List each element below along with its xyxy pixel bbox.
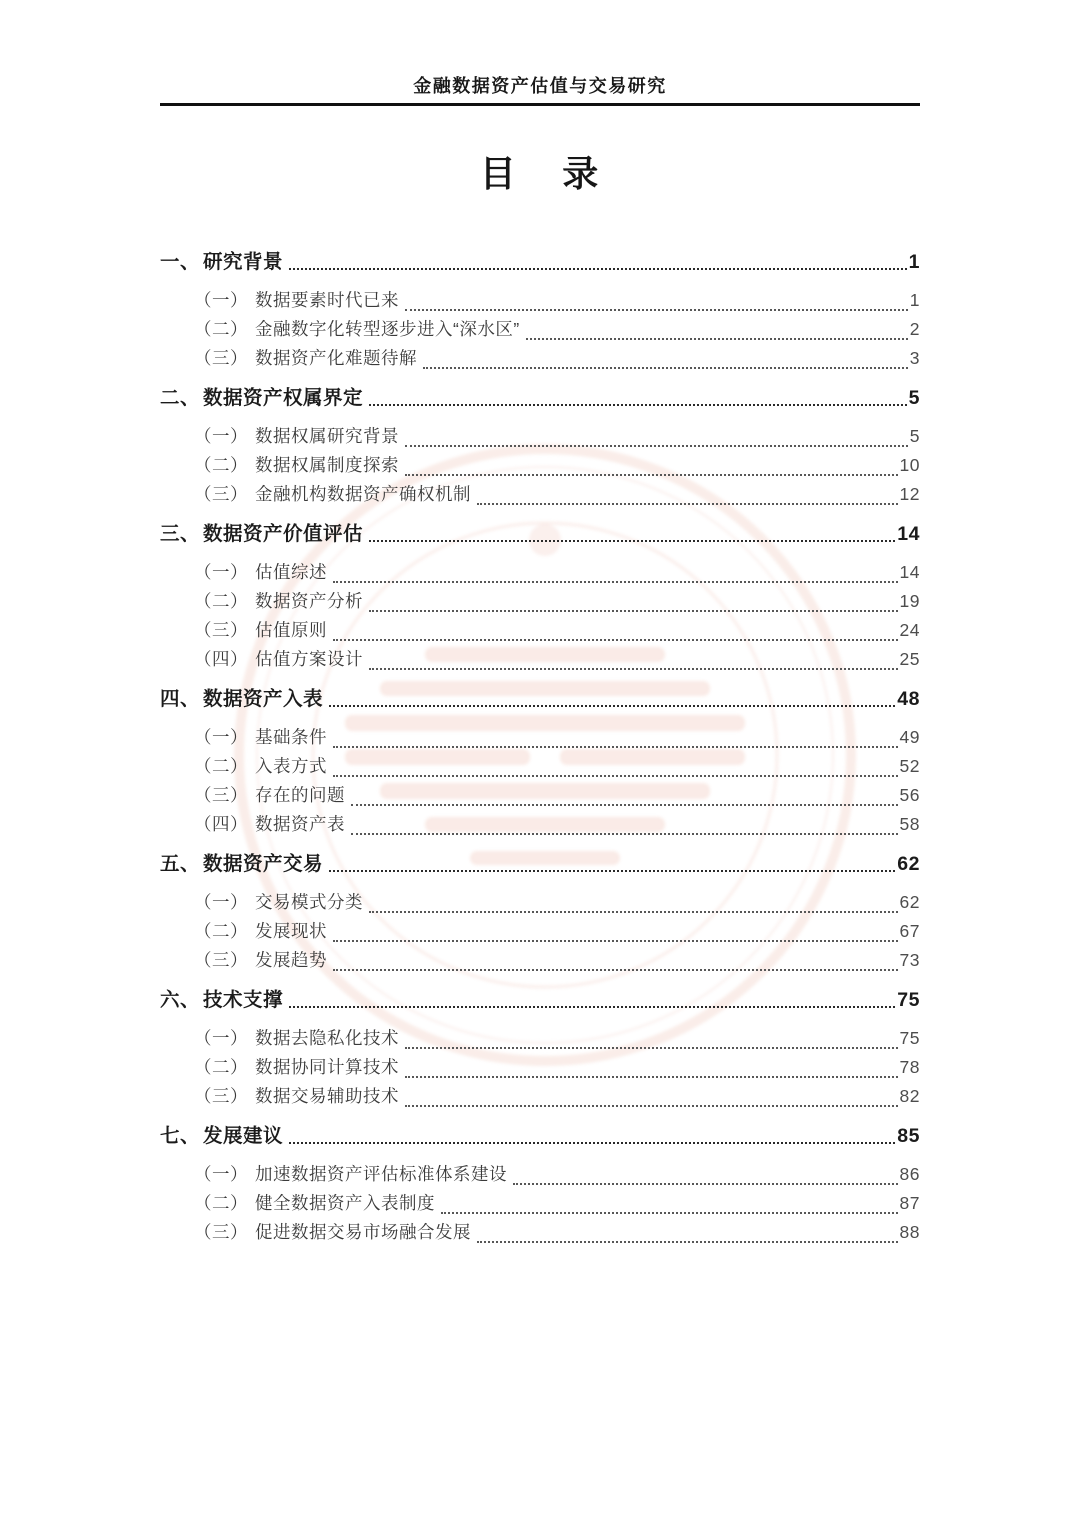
- toc-entry-label: 估值综述: [255, 562, 327, 582]
- toc-entry-number: 四、: [160, 688, 201, 710]
- toc-section: [160, 385, 920, 509]
- toc-section: [160, 987, 920, 1111]
- toc-entry-page: 2: [909, 319, 920, 339]
- toc-entry-number: （二）: [194, 756, 248, 776]
- toc-item-row: [160, 315, 920, 344]
- toc-entry-page: 49: [899, 727, 920, 747]
- toc-section: [160, 249, 920, 373]
- toc-entry-label: 数据资产化难题待解: [255, 348, 417, 368]
- toc-entry-page: 48: [897, 688, 920, 710]
- dotted-leader: [289, 1142, 895, 1144]
- dotted-leader: [441, 1212, 898, 1214]
- toc-entry-label: 数据交易辅助技术: [255, 1086, 399, 1106]
- header-rule: [160, 103, 920, 106]
- toc-entry-number: （一）: [194, 562, 248, 582]
- dotted-leader: [405, 474, 898, 476]
- dotted-leader: [477, 1241, 898, 1243]
- toc-entry-page: 88: [899, 1222, 920, 1242]
- toc-entry-number: （二）: [194, 1193, 248, 1213]
- toc-entry-page: 3: [909, 348, 920, 368]
- toc-entry-label: 数据资产分析: [255, 591, 363, 611]
- toc-entry-label: 金融数字化转型逐步进入“深水区”: [255, 319, 520, 339]
- dotted-leader: [369, 540, 895, 542]
- toc-entry-number: 五、: [160, 853, 201, 875]
- toc-entry-label: 基础条件: [255, 727, 327, 747]
- dotted-leader: [289, 268, 907, 270]
- toc-entry-page: 25: [899, 649, 920, 669]
- toc-entry-number: （一）: [194, 1028, 248, 1048]
- toc-entry-label: 数据协同计算技术: [255, 1057, 399, 1077]
- toc-entry-page: 56: [899, 785, 920, 805]
- toc-item-row: [160, 810, 920, 839]
- toc-entry-page: 86: [899, 1164, 920, 1184]
- toc-section-row: [160, 987, 920, 1013]
- toc-entry-label: 发展现状: [255, 921, 327, 941]
- dotted-leader: [405, 445, 908, 447]
- toc-item-row: [160, 1053, 920, 1082]
- toc-item-row: [160, 917, 920, 946]
- toc-section-row: [160, 1123, 920, 1149]
- toc-entry-label: 交易模式分类: [255, 892, 363, 912]
- toc-section-row: [160, 521, 920, 547]
- toc-item-row: [160, 645, 920, 674]
- dotted-leader: [513, 1183, 898, 1185]
- toc-item-row: [160, 616, 920, 645]
- toc-item-row: [160, 558, 920, 587]
- toc-entry-number: （三）: [194, 620, 248, 640]
- toc-entry-label: 数据资产价值评估: [203, 523, 364, 545]
- toc-item-row: [160, 946, 920, 975]
- toc-entry-label: 研究背景: [203, 251, 284, 273]
- toc-entry-number: 七、: [160, 1125, 201, 1147]
- toc-entry-page: 5: [908, 387, 920, 409]
- dotted-leader: [369, 668, 898, 670]
- toc-entry-page: 87: [899, 1193, 920, 1213]
- toc-entry-page: 75: [899, 1028, 920, 1048]
- toc-entry-number: （二）: [194, 921, 248, 941]
- toc-entry-label: 数据要素时代已来: [255, 290, 399, 310]
- toc-item-row: [160, 286, 920, 315]
- toc-entry-number: 一、: [160, 251, 201, 273]
- toc-entry-label: 数据资产权属界定: [203, 387, 364, 409]
- toc-item-row: [160, 1082, 920, 1111]
- dotted-leader: [369, 911, 898, 913]
- toc-section: [160, 851, 920, 975]
- toc-entry-number: （四）: [194, 814, 248, 834]
- running-header: 金融数据资产估值与交易研究: [413, 76, 667, 96]
- toc-entry-number: （三）: [194, 950, 248, 970]
- toc-entry-page: 14: [899, 562, 920, 582]
- toc-entry-number: （一）: [194, 426, 248, 446]
- toc-item-row: [160, 480, 920, 509]
- toc-entry-label: 金融机构数据资产确权机制: [255, 484, 471, 504]
- toc-entry-page: 58: [899, 814, 920, 834]
- toc-entry-number: （二）: [194, 591, 248, 611]
- toc-section-row: [160, 385, 920, 411]
- dotted-leader: [333, 639, 898, 641]
- toc-entry-label: 促进数据交易市场融合发展: [255, 1222, 471, 1242]
- toc-entry-page: 62: [897, 853, 920, 875]
- toc-entry-page: 82: [899, 1086, 920, 1106]
- toc-item-row: [160, 1218, 920, 1247]
- toc-entry-label: 存在的问题: [255, 785, 345, 805]
- toc-entry-label: 数据权属研究背景: [255, 426, 399, 446]
- toc-section-row: [160, 249, 920, 275]
- toc-item-row: [160, 344, 920, 373]
- dotted-leader: [333, 581, 898, 583]
- toc-entry-label: 数据资产交易: [203, 853, 324, 875]
- toc-entry-page: 5: [909, 426, 920, 446]
- toc-entry-number: （三）: [194, 348, 248, 368]
- toc-entry-page: 52: [899, 756, 920, 776]
- dotted-leader: [351, 833, 898, 835]
- toc-item-row: [160, 1160, 920, 1189]
- toc-entry-page: 85: [897, 1125, 920, 1147]
- toc-item-row: [160, 888, 920, 917]
- toc-item-row: [160, 723, 920, 752]
- table-of-contents: [160, 249, 920, 1247]
- dotted-leader: [289, 1006, 895, 1008]
- dotted-leader: [526, 338, 908, 340]
- toc-item-row: [160, 451, 920, 480]
- toc-entry-label: 数据资产入表: [203, 688, 324, 710]
- toc-section: [160, 686, 920, 839]
- toc-item-row: [160, 422, 920, 451]
- dotted-leader: [405, 1047, 898, 1049]
- toc-item-row: [160, 752, 920, 781]
- toc-entry-number: （二）: [194, 319, 248, 339]
- toc-entry-page: 24: [899, 620, 920, 640]
- toc-entry-number: （一）: [194, 727, 248, 747]
- dotted-leader: [333, 940, 898, 942]
- toc-entry-label: 发展趋势: [255, 950, 327, 970]
- toc-entry-number: （四）: [194, 649, 248, 669]
- toc-section-row: [160, 686, 920, 712]
- toc-entry-label: 入表方式: [255, 756, 327, 776]
- toc-entry-label: 数据资产表: [255, 814, 345, 834]
- toc-item-row: [160, 781, 920, 810]
- dotted-leader: [369, 610, 898, 612]
- page-title: 目 录: [479, 153, 601, 194]
- toc-entry-page: 1: [908, 251, 920, 273]
- dotted-leader: [333, 775, 898, 777]
- dotted-leader: [333, 969, 898, 971]
- toc-entry-label: 加速数据资产评估标准体系建设: [255, 1164, 507, 1184]
- toc-entry-number: （一）: [194, 290, 248, 310]
- toc-entry-label: 估值方案设计: [255, 649, 363, 669]
- dotted-leader: [405, 1076, 898, 1078]
- dotted-leader: [405, 309, 908, 311]
- toc-entry-page: 19: [899, 591, 920, 611]
- toc-entry-number: （三）: [194, 1222, 248, 1242]
- toc-section-row: [160, 851, 920, 877]
- toc-entry-number: 六、: [160, 989, 201, 1011]
- dotted-leader: [369, 404, 907, 406]
- toc-entry-number: （三）: [194, 1086, 248, 1106]
- dotted-leader: [329, 705, 895, 707]
- toc-entry-number: 三、: [160, 523, 201, 545]
- toc-entry-page: 14: [897, 523, 920, 545]
- dotted-leader: [351, 804, 898, 806]
- dotted-leader: [423, 367, 908, 369]
- dotted-leader: [333, 746, 898, 748]
- dotted-leader: [477, 503, 898, 505]
- toc-entry-page: 78: [899, 1057, 920, 1077]
- toc-entry-number: 二、: [160, 387, 201, 409]
- toc-entry-label: 数据权属制度探索: [255, 455, 399, 475]
- dotted-leader: [329, 870, 895, 872]
- dotted-leader: [405, 1105, 898, 1107]
- toc-entry-page: 1: [909, 290, 920, 310]
- toc-section: [160, 521, 920, 674]
- toc-entry-number: （二）: [194, 1057, 248, 1077]
- toc-entry-label: 发展建议: [203, 1125, 284, 1147]
- toc-entry-label: 健全数据资产入表制度: [255, 1193, 435, 1213]
- toc-entry-label: 估值原则: [255, 620, 327, 640]
- toc-entry-label: 数据去隐私化技术: [255, 1028, 399, 1048]
- toc-item-row: [160, 1024, 920, 1053]
- toc-entry-page: 75: [897, 989, 920, 1011]
- toc-entry-page: 73: [899, 950, 920, 970]
- toc-entry-page: 62: [899, 892, 920, 912]
- toc-entry-number: （三）: [194, 484, 248, 504]
- toc-section: [160, 1123, 920, 1247]
- toc-item-row: [160, 1189, 920, 1218]
- toc-entry-number: （三）: [194, 785, 248, 805]
- toc-item-row: [160, 587, 920, 616]
- toc-entry-page: 67: [899, 921, 920, 941]
- toc-entry-number: （二）: [194, 455, 248, 475]
- toc-entry-label: 技术支撑: [203, 989, 284, 1011]
- toc-entry-page: 10: [899, 455, 920, 475]
- toc-entry-number: （一）: [194, 892, 248, 912]
- toc-entry-number: （一）: [194, 1164, 248, 1184]
- toc-entry-page: 12: [899, 484, 920, 504]
